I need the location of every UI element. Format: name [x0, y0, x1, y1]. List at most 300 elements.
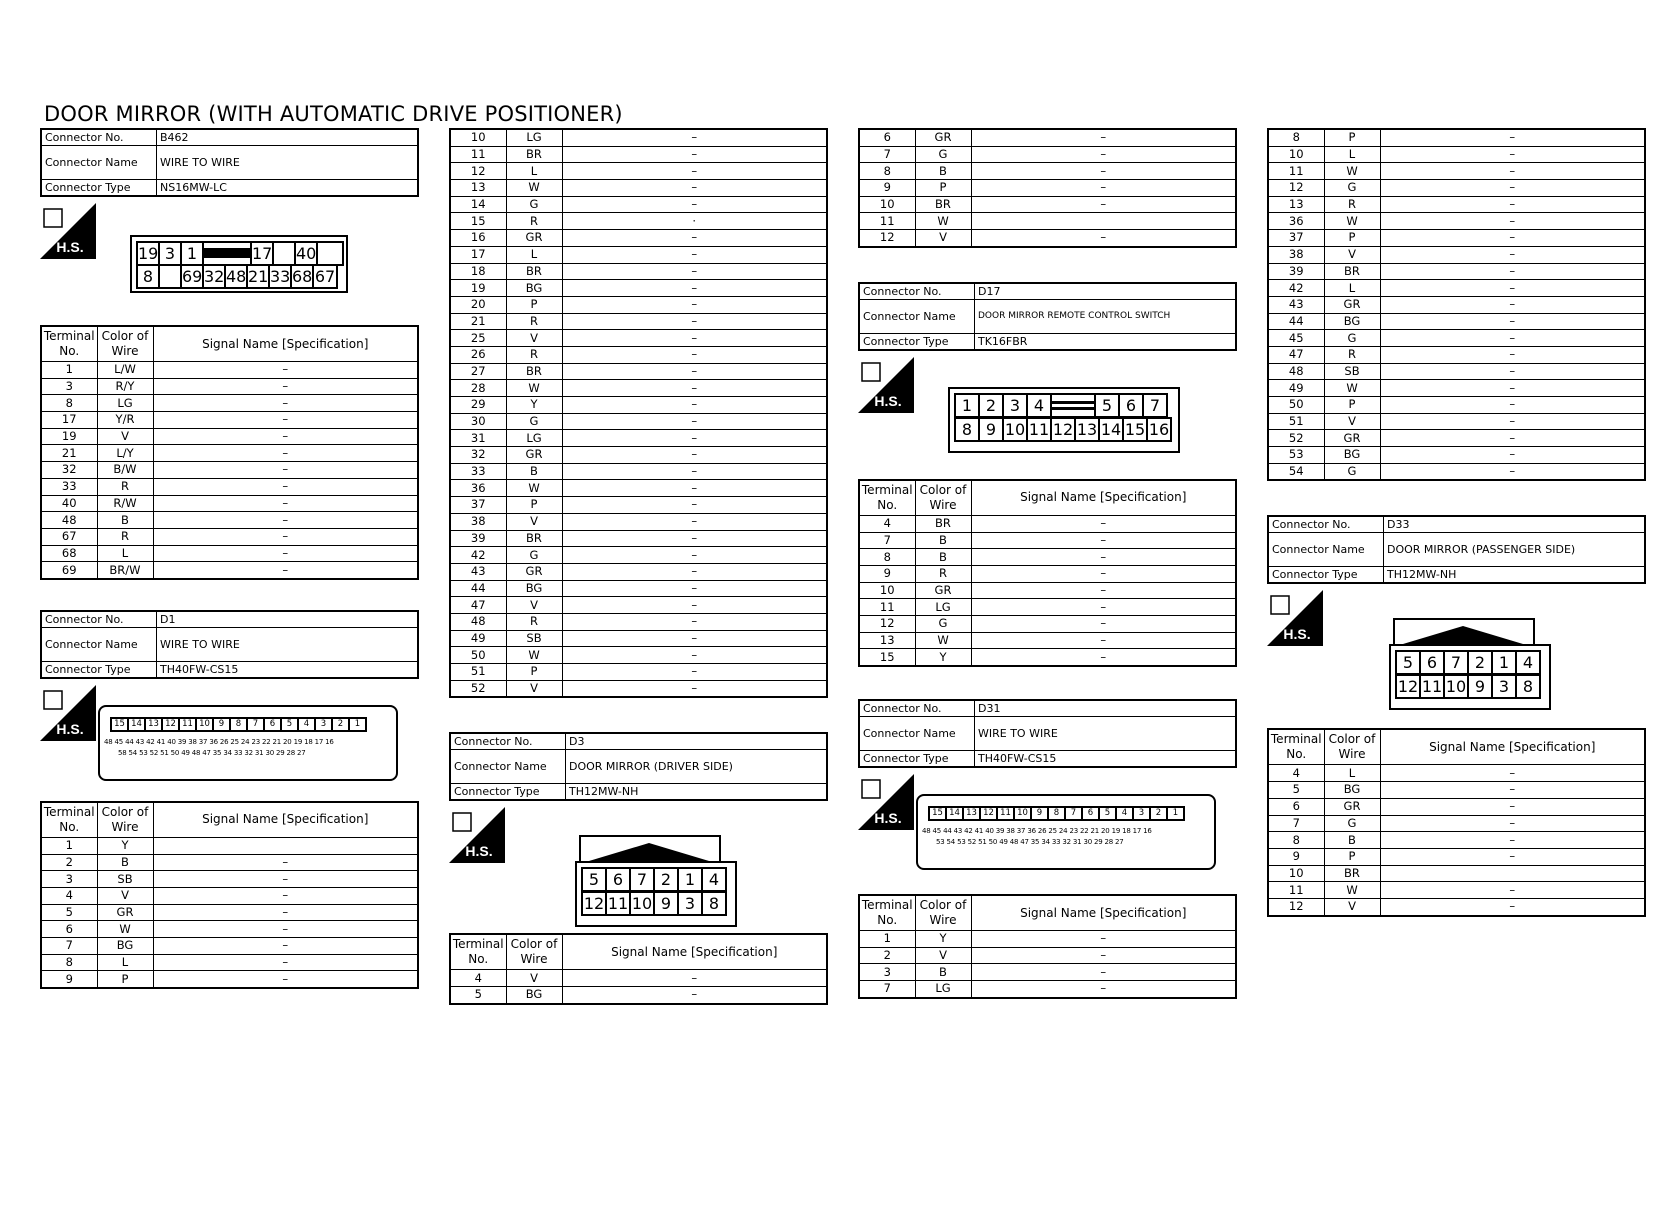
col-color: Color of Wire — [1324, 729, 1380, 765]
signal-name: – — [562, 163, 827, 180]
table-row — [1268, 782, 1645, 799]
table-row — [1268, 129, 1645, 146]
table-row — [1268, 196, 1645, 213]
table-row — [450, 613, 827, 630]
wire-color: GR — [1324, 798, 1380, 815]
wire-color: P — [506, 664, 562, 681]
table-row — [450, 280, 827, 297]
terminal-no: 6 — [41, 921, 97, 938]
pin: 7 — [1065, 807, 1082, 820]
signal-name: – — [1380, 397, 1645, 414]
signal-name: – — [562, 146, 827, 163]
label: Connector Name — [450, 750, 566, 784]
signal-name: – — [562, 430, 827, 447]
wire-color: Y — [915, 931, 971, 948]
col-signal: Signal Name [Specification] — [153, 802, 418, 838]
table-row — [450, 463, 827, 480]
wire-color: W — [1324, 163, 1380, 180]
terminal-no: 32 — [450, 447, 506, 464]
wire-color: G — [915, 146, 971, 163]
wire-color: B — [915, 163, 971, 180]
table-row — [450, 480, 827, 497]
pin-grid-top — [136, 241, 344, 266]
table-row — [450, 296, 827, 313]
wire-color: W — [1324, 882, 1380, 899]
pin: 40 — [296, 244, 317, 263]
signal-name: – — [1380, 180, 1645, 197]
pin: 69 — [182, 267, 203, 286]
pin: 2 — [1468, 651, 1492, 674]
signal-name: – — [971, 196, 1236, 213]
pin: 7 — [1444, 651, 1468, 674]
label: Connector Type — [41, 661, 157, 678]
pin: 8 — [1048, 807, 1065, 820]
signal-name: – — [1380, 363, 1645, 380]
terminal-no: 39 — [1268, 263, 1324, 280]
pin: 14 — [128, 718, 145, 731]
terminal-no: 48 — [450, 613, 506, 630]
table-row — [41, 971, 418, 988]
terminal-no: 48 — [1268, 363, 1324, 380]
connector-diagram-d33 — [1267, 584, 1646, 728]
signal-name: – — [971, 964, 1236, 981]
wire-color: BG — [1324, 447, 1380, 464]
pin: 11 — [1421, 677, 1443, 697]
connector-header-d3 — [449, 732, 828, 801]
signal-name: – — [1380, 430, 1645, 447]
signal-name: – — [562, 530, 827, 547]
signal-name: – — [971, 981, 1236, 998]
wire-color: BG — [1324, 313, 1380, 330]
signal-name: – — [562, 580, 827, 597]
pin: 3 — [1492, 675, 1516, 698]
signal-name: – — [971, 532, 1236, 549]
terminal-no: 1 — [859, 931, 915, 948]
pin-key — [1051, 394, 1095, 417]
table-row — [450, 196, 827, 213]
wire-color: BR — [1324, 263, 1380, 280]
terminal-no: 12 — [859, 230, 915, 247]
terminal-table-b462 — [40, 325, 419, 580]
signal-name: – — [1380, 380, 1645, 397]
signal-name: – — [1380, 280, 1645, 297]
wire-color: W — [915, 213, 971, 230]
signal-name: – — [153, 428, 418, 445]
terminal-no: 8 — [41, 954, 97, 971]
table-row — [41, 888, 418, 905]
signal-name: – — [562, 263, 827, 280]
col-signal: Signal Name [Specification] — [971, 480, 1236, 516]
terminal-no: 30 — [450, 413, 506, 430]
terminal-no: 26 — [450, 346, 506, 363]
wire-color: V — [915, 947, 971, 964]
connector-no: B462 — [157, 129, 419, 146]
signal-name: – — [562, 313, 827, 330]
signal-name: – — [153, 954, 418, 971]
wire-color: L — [1324, 146, 1380, 163]
terminal-no: 17 — [41, 412, 97, 429]
signal-name: – — [971, 632, 1236, 649]
signal-name: – — [1380, 765, 1645, 782]
wire-color: LG — [506, 129, 562, 146]
table-row — [859, 582, 1236, 599]
wire-color: R — [506, 313, 562, 330]
pin-key — [203, 242, 251, 265]
signal-name: – — [1380, 163, 1645, 180]
wire-color: SB — [1324, 363, 1380, 380]
pin-grid-top — [581, 867, 727, 892]
terminal-no: 69 — [41, 562, 97, 579]
terminal-table-d33 — [1267, 728, 1646, 916]
signal-name: – — [562, 397, 827, 414]
terminal-no: 37 — [1268, 230, 1324, 247]
terminal-no: 11 — [1268, 163, 1324, 180]
wire-color: W — [97, 921, 153, 938]
wire-color: B — [97, 512, 153, 529]
connector-type: TK16FBR — [975, 333, 1237, 350]
signal-name: – — [971, 180, 1236, 197]
table-row — [450, 263, 827, 280]
terminal-no: 10 — [859, 196, 915, 213]
wire-color: GR — [506, 230, 562, 247]
signal-name: – — [971, 515, 1236, 532]
signal-name — [971, 213, 1236, 230]
terminal-no: 5 — [41, 904, 97, 921]
terminal-no: 48 — [41, 512, 97, 529]
pin: 15 — [929, 807, 946, 820]
wire-color: GR — [97, 904, 153, 921]
signal-name: – — [1380, 313, 1645, 330]
terminal-no: 29 — [450, 397, 506, 414]
table-row — [1268, 146, 1645, 163]
pin: 9 — [213, 718, 230, 731]
table-row — [859, 230, 1236, 247]
wire-color: V — [506, 330, 562, 347]
page-title: DOOR MIRROR (WITH AUTOMATIC DRIVE POSITIONER) — [44, 102, 623, 126]
terminal-no: 43 — [450, 563, 506, 580]
signal-name: – — [153, 904, 418, 921]
label: Connector Name — [859, 717, 975, 751]
pin: 3 — [1133, 807, 1150, 820]
wire-color: BR — [506, 146, 562, 163]
table-row — [450, 447, 827, 464]
wire-color: V — [506, 970, 562, 987]
table-row — [859, 146, 1236, 163]
pin-row-low: 53 54 53 52 51 50 49 48 47 35 34 33 32 31 30 29 28 27 — [936, 838, 1124, 846]
table-row — [1268, 898, 1645, 915]
wire-color: G — [506, 413, 562, 430]
table-row — [1268, 380, 1645, 397]
svg-text:H.S.: H.S. — [874, 392, 902, 409]
table-row — [1268, 313, 1645, 330]
pin: 8 — [955, 418, 979, 441]
signal-name: – — [562, 664, 827, 681]
connector-diagram-d17 — [858, 351, 1237, 479]
pin: 14 — [1100, 419, 1122, 439]
pin: 8 — [230, 718, 247, 731]
pin: 2 — [332, 718, 349, 731]
pin-grid-bottom — [581, 891, 727, 916]
terminal-no: 7 — [41, 938, 97, 955]
pin: 9 — [1468, 675, 1492, 698]
table-row — [41, 837, 418, 854]
pin: 13 — [1076, 419, 1098, 439]
pin: 21 — [248, 267, 269, 286]
terminal-no: 19 — [450, 280, 506, 297]
label: Connector Name — [41, 627, 157, 661]
pin: 12 — [1052, 419, 1074, 439]
pin: 10 — [631, 894, 653, 914]
pin: 8 — [137, 265, 159, 288]
table-row — [41, 395, 418, 412]
pin: 17 — [252, 244, 273, 263]
harness-side-icon — [1267, 590, 1323, 646]
wire-color: V — [1324, 898, 1380, 915]
wire-color: R/W — [97, 495, 153, 512]
terminal-no: 33 — [41, 478, 97, 495]
terminal-no: 12 — [859, 615, 915, 632]
table-row — [859, 565, 1236, 582]
wire-color: BR — [1324, 865, 1380, 882]
signal-name: – — [1380, 246, 1645, 263]
wire-color: SB — [506, 630, 562, 647]
signal-name: – — [562, 296, 827, 313]
table-row — [859, 129, 1236, 146]
signal-name: – — [562, 346, 827, 363]
label: Connector Type — [450, 784, 566, 801]
terminal-no: 3 — [859, 964, 915, 981]
pin: 11 — [179, 718, 196, 731]
pin: 1 — [349, 718, 366, 731]
table-row — [450, 129, 827, 146]
signal-name: – — [1380, 882, 1645, 899]
table-row — [859, 615, 1236, 632]
connector-type: TH40FW-CS15 — [975, 751, 1237, 768]
terminal-no: 5 — [1268, 782, 1324, 799]
table-row — [41, 954, 418, 971]
terminal-no: 7 — [1268, 815, 1324, 832]
signal-name: – — [562, 413, 827, 430]
terminal-no: 49 — [1268, 380, 1324, 397]
pin: 9 — [979, 418, 1003, 441]
terminal-no: 53 — [1268, 447, 1324, 464]
pin: 6 — [606, 868, 630, 891]
pin-grid-top — [954, 393, 1168, 418]
pin: 5 — [1095, 394, 1119, 417]
wire-color: BR — [915, 196, 971, 213]
terminal-no: 25 — [450, 330, 506, 347]
terminal-no: 43 — [1268, 296, 1324, 313]
pin: 5 — [582, 868, 606, 891]
wire-color: P — [1324, 230, 1380, 247]
wire-color: V — [1324, 413, 1380, 430]
pin: 2 — [979, 394, 1003, 417]
table-row — [1268, 346, 1645, 363]
terminal-no: 7 — [859, 146, 915, 163]
wire-color: W — [1324, 213, 1380, 230]
pin: 10 — [1445, 677, 1467, 697]
table-row — [450, 213, 827, 230]
wire-color: GR — [1324, 430, 1380, 447]
wire-color: L — [506, 246, 562, 263]
signal-name: – — [562, 463, 827, 480]
connector-diagram-d1 — [40, 679, 419, 801]
harness-side-icon — [40, 203, 96, 259]
signal-name: – — [153, 478, 418, 495]
pin: 15 — [1124, 419, 1146, 439]
table-row — [450, 346, 827, 363]
signal-name: – — [562, 180, 827, 197]
terminal-no: 8 — [859, 163, 915, 180]
signal-name: – — [562, 647, 827, 664]
terminal-table-d1 — [40, 801, 419, 989]
table-row — [1268, 848, 1645, 865]
signal-name: · — [562, 213, 827, 230]
pin: 6 — [1082, 807, 1099, 820]
table-row — [859, 180, 1236, 197]
table-row — [859, 981, 1236, 998]
wire-color: R — [1324, 346, 1380, 363]
pin: 32 — [204, 267, 225, 286]
pin-row-low: 58 54 53 52 51 50 49 48 47 35 34 33 32 31 30 29 28 27 — [118, 748, 306, 757]
table-row — [1268, 230, 1645, 247]
pin: 11 — [997, 807, 1014, 820]
terminal-table-d3-continued — [858, 128, 1237, 248]
label: Connector No. — [41, 611, 157, 628]
column-1 — [40, 128, 419, 989]
table-row — [450, 363, 827, 380]
terminal-no: 3 — [41, 378, 97, 395]
terminal-no: 52 — [1268, 430, 1324, 447]
table-row — [41, 528, 418, 545]
terminal-no: 8 — [1268, 832, 1324, 849]
terminal-table-d31-continued — [1267, 128, 1646, 481]
wire-color: B — [915, 549, 971, 566]
terminal-no: 38 — [450, 513, 506, 530]
table-row — [450, 513, 827, 530]
pin: 33 — [270, 267, 291, 286]
wire-color: L — [506, 163, 562, 180]
terminal-table-d3 — [449, 933, 828, 1004]
signal-name: – — [1380, 230, 1645, 247]
terminal-no: 13 — [859, 632, 915, 649]
terminal-no: 7 — [859, 981, 915, 998]
wire-color: R — [97, 528, 153, 545]
table-row — [450, 163, 827, 180]
signal-name: – — [153, 495, 418, 512]
table-row — [1268, 363, 1645, 380]
pin: 13 — [145, 718, 162, 731]
pin: 4 — [1027, 394, 1051, 417]
signal-name: – — [971, 129, 1236, 146]
table-row — [1268, 213, 1645, 230]
pin: 15 — [111, 718, 128, 731]
terminal-no: 51 — [1268, 413, 1324, 430]
signal-name: – — [971, 230, 1236, 247]
label: Connector No. — [450, 733, 566, 750]
signal-name: – — [153, 395, 418, 412]
wire-color: LG — [915, 599, 971, 616]
signal-name: – — [562, 129, 827, 146]
col-signal: Signal Name [Specification] — [1380, 729, 1645, 765]
table-row — [41, 478, 418, 495]
signal-name: – — [1380, 898, 1645, 915]
wire-color: L — [97, 954, 153, 971]
signal-name: – — [562, 230, 827, 247]
signal-name: – — [562, 380, 827, 397]
terminal-no: 10 — [450, 129, 506, 146]
connector-name: DOOR MIRROR (DRIVER SIDE) — [566, 750, 828, 784]
wire-color: GR — [915, 582, 971, 599]
label: Connector Type — [859, 751, 975, 768]
wire-color: W — [506, 480, 562, 497]
wire-color: B — [915, 964, 971, 981]
terminal-no: 15 — [859, 649, 915, 666]
terminal-no: 36 — [450, 480, 506, 497]
wire-color: P — [506, 296, 562, 313]
pin: 3 — [315, 718, 332, 731]
table-row — [450, 180, 827, 197]
connector-type: NS16MW-LC — [157, 180, 419, 197]
terminal-no: 8 — [859, 549, 915, 566]
wire-color: L — [97, 545, 153, 562]
signal-name: – — [562, 613, 827, 630]
wire-color: L/W — [97, 362, 153, 379]
wire-color: Y/R — [97, 412, 153, 429]
terminal-no: 45 — [1268, 330, 1324, 347]
table-row — [450, 530, 827, 547]
terminal-no: 12 — [1268, 898, 1324, 915]
table-row — [1268, 815, 1645, 832]
svg-text:H.S.: H.S. — [465, 843, 493, 860]
table-row — [41, 871, 418, 888]
signal-name: – — [153, 562, 418, 579]
terminal-no: 42 — [1268, 280, 1324, 297]
connector-diagram-b462 — [40, 197, 419, 325]
wire-color: Y — [506, 397, 562, 414]
connector-diagram-d3 — [449, 801, 828, 933]
pin: 5 — [281, 718, 298, 731]
wire-color: B — [97, 854, 153, 871]
pin: 67 — [314, 267, 336, 286]
pin: 11 — [607, 894, 629, 914]
pin-grid-bottom — [1395, 674, 1541, 699]
pin: 9 — [1031, 807, 1048, 820]
wire-color: V — [97, 428, 153, 445]
pin: 19 — [138, 244, 159, 263]
signal-name: – — [562, 970, 827, 987]
wire-color: P — [915, 180, 971, 197]
terminal-no: 33 — [450, 463, 506, 480]
terminal-no: 14 — [450, 196, 506, 213]
table-row — [41, 562, 418, 579]
wire-color: R — [506, 346, 562, 363]
pin: 3 — [1003, 394, 1027, 417]
pin: 6 — [264, 718, 281, 731]
terminal-no: 37 — [450, 497, 506, 514]
table-row — [450, 664, 827, 681]
signal-name: – — [153, 871, 418, 888]
column-2 — [449, 128, 828, 1005]
table-row — [450, 380, 827, 397]
wire-color: L/Y — [97, 445, 153, 462]
table-row — [450, 563, 827, 580]
table-row — [1268, 430, 1645, 447]
table-row — [859, 532, 1236, 549]
signal-name: – — [1380, 129, 1645, 146]
wire-color: G — [506, 547, 562, 564]
wire-color: BR — [506, 263, 562, 280]
